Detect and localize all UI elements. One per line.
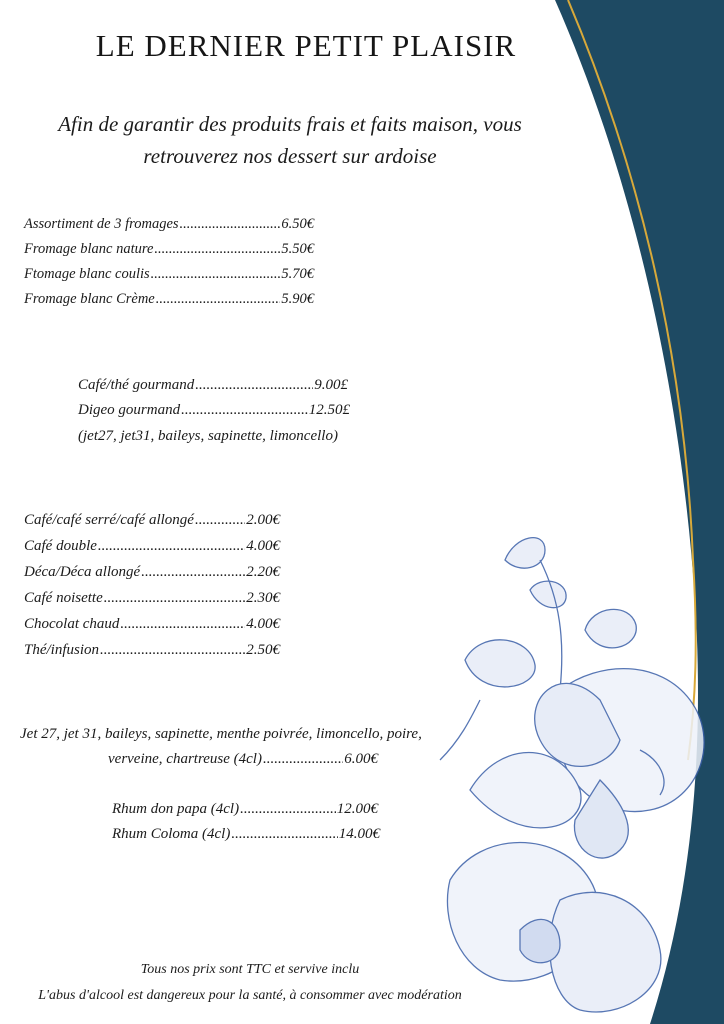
item-label: Assortiment de 3 fromages xyxy=(24,216,179,232)
item-price: 4.00€ xyxy=(246,538,280,554)
menu-item-fromage-blanc-nature xyxy=(24,241,314,258)
item-label: Café/café serré/café allongé xyxy=(24,512,194,528)
item-label: Digeo gourmand xyxy=(78,402,181,418)
intro-line: Afin de garantir des produits frais et faits maison, vous xyxy=(58,112,522,136)
item-label: Fromage blanc Crème xyxy=(24,291,155,307)
item-label: Fromage blanc nature xyxy=(24,241,154,257)
menu-item-fromage-blanc-coulis xyxy=(24,266,314,283)
menu-item-cafe xyxy=(24,512,280,529)
menu-item-digestifs xyxy=(108,751,378,768)
item-label: verveine, chartreuse (4cl) xyxy=(108,751,262,767)
item-price: 6.50€ xyxy=(281,216,314,232)
page-title: LE DERNIER PETIT PLAISIR xyxy=(95,28,517,63)
menu-item-chocolat-chaud xyxy=(24,616,280,633)
item-label: Rhum don papa (4cl) xyxy=(112,801,240,817)
footer-prices-note: Tous nos prix sont TTC et servive inclu xyxy=(140,962,360,977)
item-label: Thé/infusion xyxy=(24,642,100,658)
menu-item-rhum-coloma xyxy=(112,826,380,843)
menu-item-fromage-blanc-creme xyxy=(24,291,314,308)
item-price: 2.20€ xyxy=(246,564,280,580)
item-label: Ftomage blanc coulis xyxy=(24,266,150,282)
item-price: 5.70€ xyxy=(281,266,314,282)
orchid-illustration xyxy=(440,538,704,1012)
item-price: 5.50€ xyxy=(281,241,314,257)
item-price: 2.50€ xyxy=(246,642,280,658)
footer-alcohol-warning: L'abus d'alcool est dangereux pour la santé, à consommer avec modération xyxy=(38,988,462,1003)
menu-item-the-infusion xyxy=(24,642,280,659)
item-price: 14.00€ xyxy=(338,826,380,842)
menu-item-cafe-the-gourmand xyxy=(78,377,348,394)
menu-item-rhum-don-papa xyxy=(112,801,378,818)
item-price: 2.00€ xyxy=(246,512,280,528)
intro-text xyxy=(20,108,560,172)
intro-line: retrouverez nos dessert sur ardoise xyxy=(143,144,437,168)
item-label: Café double xyxy=(24,538,97,554)
item-price: 2.30€ xyxy=(246,590,280,606)
item-label: Café/thé gourmand xyxy=(78,377,195,393)
menu-item-deca xyxy=(24,564,280,581)
item-label: Chocolat chaud xyxy=(24,616,120,632)
menu-item-digeo-gourmand xyxy=(78,402,350,419)
item-price: 9.00£ xyxy=(314,377,348,393)
item-price: 12.50£ xyxy=(308,402,350,418)
menu-item-cafe-noisette xyxy=(24,590,280,607)
item-label: Rhum Coloma (4cl) xyxy=(112,826,231,842)
item-label: Déca/Déca allongé xyxy=(24,564,141,580)
item-price: 6.00€ xyxy=(344,751,378,767)
menu-item-cheese-assortment xyxy=(24,216,314,233)
item-price: 4.00€ xyxy=(246,616,280,632)
item-label: Café noisette xyxy=(24,590,103,606)
menu-item-cafe-double xyxy=(24,538,280,555)
digestifs-list: Jet 27, jet 31, baileys, sapinette, menthe poivrée, limoncello, poire, xyxy=(20,726,422,742)
item-price: 5.90€ xyxy=(281,291,314,307)
gourmand-note: (jet27, jet31, baileys, sapinette, limoncello) xyxy=(78,428,338,444)
item-price: 12.00€ xyxy=(336,801,378,817)
